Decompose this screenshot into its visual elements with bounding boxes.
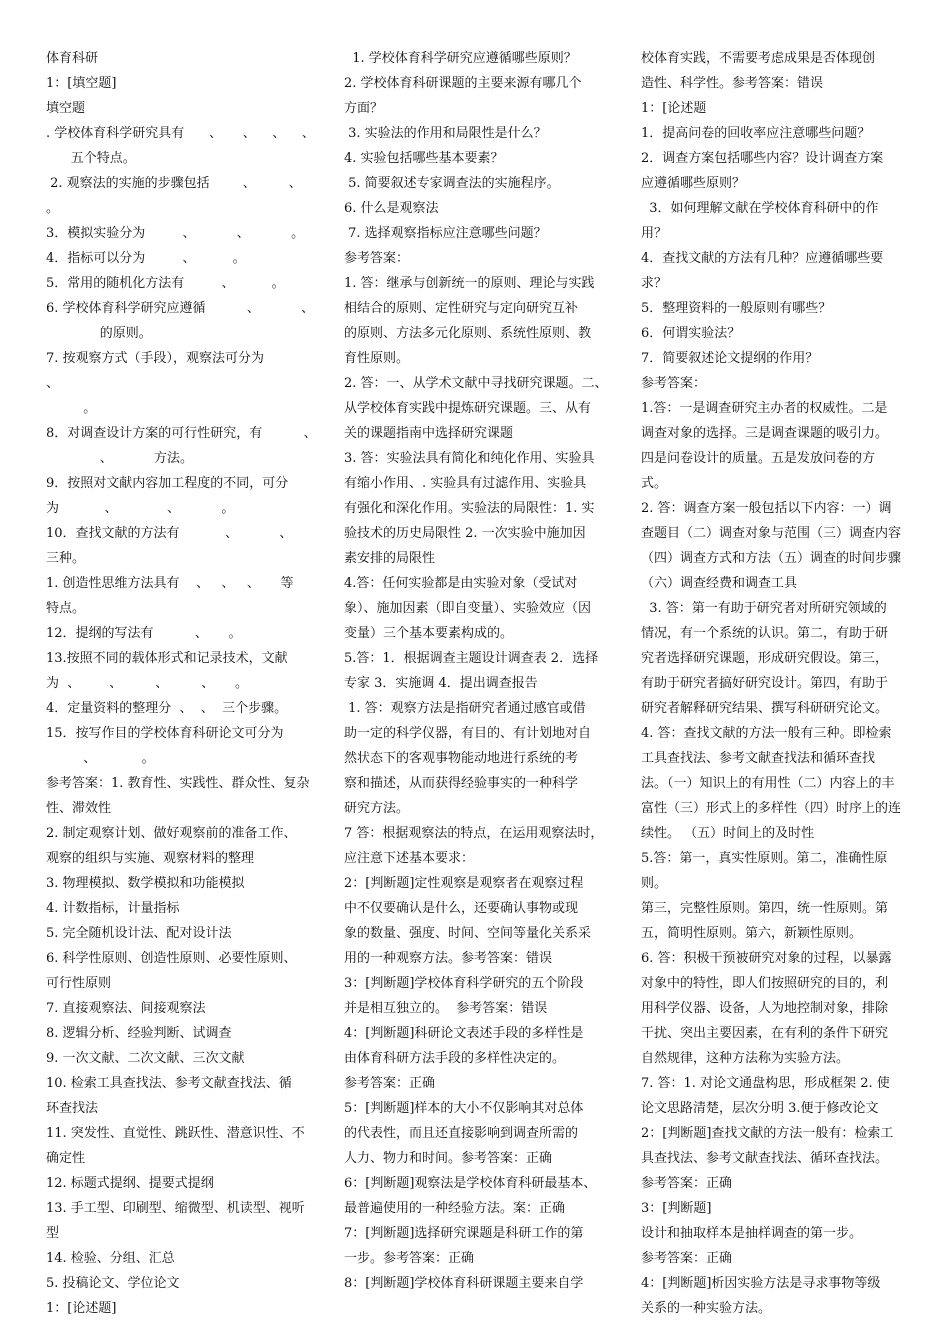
text-line: 5.答：1．根据调查主题设计调查表 2．选择 — [344, 651, 599, 666]
text-line: 1：[论述题] — [46, 1301, 117, 1316]
text-line: 1：[填空题] — [46, 76, 117, 91]
text-line: 参考答案：正确 — [344, 1076, 436, 1091]
text-line: 造性、科学性。参考答案：错误 — [641, 76, 824, 91]
text-line: 的原则、方法多元化原则、系统性原则、教 — [344, 326, 592, 341]
text-line: 干扰、突出主要因素，在有利的条件下研究 — [641, 1026, 889, 1041]
text-line: 专家 3．实施调 4．提出调查报告 — [344, 676, 538, 691]
text-line: 并是相互独立的。 参考答案：错误 — [344, 1001, 548, 1016]
text-line: 法。（一）知识上的有用性（二）内容上的丰 — [641, 776, 895, 791]
text-line: 究者选择研究课题，形成研究假设。第三， — [641, 651, 889, 666]
text-line: 论文思路清楚，层次分明 3.便于修改论文 — [641, 1101, 879, 1116]
text-line: 3．如何理解文献在学校体育科研中的作 — [641, 201, 879, 216]
text-line: 验技术的历史局限性 2. 一次实验中施加因 — [344, 526, 586, 541]
text-line: 有缩小作用、. 实验具有过滤作用、实验具 — [344, 476, 587, 491]
text-line: 3：[判断题]学校体育科学研究的五个阶段 — [344, 976, 584, 991]
text-line: 4：[判断题]科研论文表述手段的多样性是 — [344, 1026, 584, 1041]
text-line: 6．何谓实验法？ — [641, 326, 741, 341]
text-line: 7. 按观察方式（手段），观察法可分为 、 — [46, 351, 306, 391]
text-line: 一步。参考答案：正确 — [344, 1251, 475, 1266]
text-line: 象）、施加因素（即自变量）、实验效应（因 — [344, 601, 592, 616]
text-line: 象的数量、强度、时间、空间等量化关系采 — [344, 926, 592, 941]
text-line: 五，简明性原则。第六，新颖性原则。 — [641, 926, 863, 941]
text-line: 参考答案： — [344, 251, 410, 266]
text-line: 人力、物力和时间。参考答案：正确 — [344, 1151, 553, 1166]
text-line: 、 方法。 — [46, 451, 194, 466]
text-line: 相结合的原则、定性研究与定向研究互补 — [344, 301, 579, 316]
text-line: 由体育科研方法手段的多样性决定的。 — [344, 1051, 566, 1066]
text-line: 15．按写作目的学校体育科研论文可分为 — [46, 726, 284, 741]
text-line: 工具查找法、参考文献查找法和循环查找 — [641, 751, 876, 766]
text-line: 7：[判断题]选择研究课题是科研工作的第 — [344, 1226, 584, 1241]
text-line: 4．定量资料的整理分 、 、 三个步骤。 — [46, 701, 288, 716]
text-line: 性、滞效性 — [46, 801, 112, 816]
text-line: （四）调查方式和方法（五）调查的时间步骤 — [641, 551, 902, 566]
text-line: 自然规律，这种方法称为实验方法。 — [641, 1051, 850, 1066]
text-line: 8．对调查设计方案的可行性研究，有 、 — [46, 426, 317, 441]
text-line: 5：[判断题]样本的大小不仅影响其对总体 — [344, 1101, 584, 1116]
text-line: 5.答：第一，真实性原则。第二，准确性原则。 — [641, 851, 888, 891]
text-line: 参考答案： — [641, 376, 707, 391]
text-line: 查题目（二）调查对象与范围（三）调查内容 — [641, 526, 902, 541]
text-line: 。 — [46, 201, 60, 216]
text-line: 有助于研究者搞好研究设计。第四，有助于 — [641, 676, 889, 691]
text-line: 三种。 — [46, 551, 86, 566]
text-line: 变量）三个基本要素构成的。 — [344, 626, 514, 641]
text-line: 关系的一种实验方法。 — [641, 1301, 772, 1316]
text-line: 8：[判断题]学校体育科研课题主要来自学 — [344, 1276, 584, 1291]
text-line: 12. 标题式提纲、提要式提纲 — [46, 1176, 214, 1191]
text-line: 7 答：根据观察法的特点，在运用观察法时， — [344, 826, 604, 841]
text-line: 育性原则。 — [344, 351, 410, 366]
text-line: 2：[判断题]查找文献的方法一般有：检索工 — [641, 1126, 894, 1141]
text-line: 富性（三）形式上的多样性（四）时序上的连 — [641, 801, 902, 816]
text-column-right — [641, 46, 911, 1321]
text-line: 11. 突发性、直觉性、跳跃性、潜意识性、不 — [46, 1126, 305, 1141]
text-line: 6. 学校体育科学研究应遵循 、 、 — [46, 301, 315, 316]
text-line: 从学校体育实践中提炼研究课题。三、从有 — [344, 401, 592, 416]
text-line: 方面？ — [344, 101, 384, 116]
text-line: 为 、 、 。 — [46, 501, 235, 516]
text-line: 设计和抽取样本是抽样调查的第一步。 — [641, 1226, 863, 1241]
text-line: 研究方法。 — [344, 801, 410, 816]
text-line: 四是问卷设计的质量。五是发放问卷的方 — [641, 451, 876, 466]
text-line: 1. 答：继承与创新统一的原则、理论与实践 — [344, 276, 595, 291]
text-line: 然状态下的客观事物能动地进行系统的考 — [344, 751, 579, 766]
text-line: 7. 答：1. 对论文通盘构思，形成框架 2. 使 — [641, 1076, 890, 1091]
text-line: 中不仅要确认是什么，还要确认事物或现 — [344, 901, 579, 916]
text-line: 5. 投稿论文、学位论文 — [46, 1276, 180, 1291]
text-line: 续性。 （五）时间上的及时性 — [641, 826, 815, 841]
text-line: 用的一种观察方法。参考答案：错误 — [344, 951, 553, 966]
text-line: 3．模拟实验分为 、 、 。 — [46, 226, 305, 241]
text-line: 4. 计数指标，计量指标 — [46, 901, 180, 916]
text-line: 7. 选择观察指标应注意哪些问题？ — [344, 226, 547, 241]
text-line: 2. 观察法的实施的步骤包括 、 、 — [46, 176, 302, 191]
text-line: 6. 科学性原则、创造性原则、必要性原则、 — [46, 951, 297, 966]
text-line: 参考答案：正确 — [641, 1176, 733, 1191]
text-line: 5. 完全随机设计法、配对设计法 — [46, 926, 232, 941]
text-line: 对象中的特性，即人们按照研究的目的，利 — [641, 976, 889, 991]
text-line: 有强化和深化作用。实验法的局限性：1. 实 — [344, 501, 595, 516]
text-line: 填空题 — [46, 101, 86, 116]
text-line: 具查找法、参考文献查找法、循环查找法。 — [641, 1151, 889, 1166]
text-line: 最普遍使用的一种经验方法。案：正确 — [344, 1201, 566, 1216]
text-line: . 学校体育科学研究具有 、 、 、 、 — [46, 126, 315, 141]
text-line: 调查对象的选择。三是调查课题的吸引力。 — [641, 426, 889, 441]
text-line: 6. 答：积极干预被研究对象的过程，以暴露 — [641, 951, 892, 966]
text-line: 第三，完整性原则。第四，统一性原则。第 — [641, 901, 889, 916]
text-line: 9．按照对文献内容加工程度的不同，可分 — [46, 476, 289, 491]
text-line: 的代表性，而且还直接影响到调查所需的 — [344, 1126, 579, 1141]
text-line: 5．整理资料的一般原则有哪些？ — [641, 301, 832, 316]
text-line: 体育科研 — [46, 51, 99, 66]
text-line: 应注意下述基本要求： — [344, 851, 475, 866]
text-line: 情况，有一个系统的认识。第二，有助于研 — [641, 626, 889, 641]
text-line: 2：[判断题]定性观察是观察者在观察过程 — [344, 876, 584, 891]
text-line: 察和描述，从而获得经验事实的一种科学 — [344, 776, 579, 791]
text-line: 2. 制定观察计划、做好观察前的准备工作、 — [46, 826, 297, 841]
text-line: 确定性 — [46, 1151, 86, 1166]
text-line: 9. 一次文献、二次文献、三次文献 — [46, 1051, 245, 1066]
text-line: 助一定的科学仪器，有目的、有计划地对自 — [344, 726, 592, 741]
text-line: 10. 检索工具查找法、参考文献查找法、循 — [46, 1076, 292, 1091]
text-line: 14. 检验、分组、汇总 — [46, 1251, 175, 1266]
text-line: 4．指标可以分为 、 。 — [46, 251, 246, 266]
text-line: 环查找法 — [46, 1101, 99, 1116]
text-line: 2. 学校体育科研课题的主要来源有哪几个 — [344, 76, 582, 91]
text-line: 12．提纲的写法有 、 。 — [46, 626, 242, 641]
text-line: 2．调查方案包括哪些内容？设计调查方案 — [641, 151, 884, 166]
text-column-left — [46, 46, 318, 1321]
text-line: 参考答案：正确 — [641, 1251, 733, 1266]
text-line: 素安排的局限性 — [344, 551, 436, 566]
text-line: 型 — [46, 1226, 60, 1241]
text-line: 观察的组织与实施、观察材料的整理 — [46, 851, 255, 866]
text-line: 1. 学校体育科学研究应遵循哪些原则？ — [344, 51, 577, 66]
text-line: 2. 答：一、从学术文献中寻找研究课题。二、 — [344, 376, 608, 391]
text-line: 1．提高问卷的回收率应注意哪些问题？ — [641, 126, 871, 141]
text-line: 3：[判断题] — [641, 1201, 712, 1216]
text-line: 3. 答：实验法具有简化和纯化作用、实验具 — [344, 451, 595, 466]
text-line: 3. 物理模拟、数学模拟和功能模拟 — [46, 876, 245, 891]
text-line: 、 。 — [46, 751, 155, 766]
text-line: 13.按照不同的载体形式和记录技术，文献 — [46, 651, 288, 666]
text-line: 1. 创造性思维方法具有 、 、 、 等 — [46, 576, 294, 591]
text-line: 4. 答：查找文献的方法一般有三种。即检索 — [641, 726, 892, 741]
text-line: 13. 手工型、印刷型、缩微型、机读型、视听 — [46, 1201, 305, 1216]
text-line: 4．查找文献的方法有几种？应遵循哪些要 — [641, 251, 884, 266]
text-line: 校体育实践，不需要考虑成果是否体现创 — [641, 51, 876, 66]
text-line: 4：[判断题]析因实验方法是寻求事物等级 — [641, 1276, 881, 1291]
text-line: 3. 答：第一有助于研究者对所研究领域的 — [641, 601, 887, 616]
text-line: 5. 简要叙述专家调查法的实施程序。 — [344, 176, 560, 191]
text-line: 研究者解释研究结果、撰写科研研究论文。 — [641, 701, 889, 716]
text-line: 式。 — [641, 476, 668, 491]
text-line: 特点。 — [46, 601, 86, 616]
text-line: 4.答：任何实验都是由实验对象（受试对 — [344, 576, 578, 591]
text-line: 可行性原则 — [46, 976, 112, 991]
text-line: 4. 实验包括哪些基本要素？ — [344, 151, 504, 166]
text-line: 。 — [46, 401, 97, 416]
text-line: 6：[判断题]观察法是学校体育科研最基本、 — [344, 1176, 597, 1191]
text-line: 的原则。 — [46, 326, 152, 341]
text-line: 7. 直接观察法、间接观察法 — [46, 1001, 206, 1016]
text-line: 1：[论述题 — [641, 101, 707, 116]
text-line: 参考答案：1. 教育性、实践性、群众性、复杂 — [46, 776, 310, 791]
text-line: 6. 什么是观察法 — [344, 201, 439, 216]
text-line: 1. 答：观察方法是指研究者通过感官或借 — [344, 701, 586, 716]
text-column-middle — [344, 46, 612, 1296]
text-line: 5．常用的随机化方法有 、 。 — [46, 276, 285, 291]
text-line: （六）调查经费和调查工具 — [641, 576, 798, 591]
text-line: 8. 逻辑分析、经验判断、试调查 — [46, 1026, 232, 1041]
text-line: 用科学仪器、设备，人为地控制对象，排除 — [641, 1001, 889, 1016]
text-line: 2. 答：调查方案一般包括以下内容：一）调 — [641, 501, 892, 516]
text-line: 用？ — [641, 226, 668, 241]
text-line: 10．查找文献的方法有 、 、 — [46, 526, 293, 541]
text-line: 3. 实验法的作用和局限性是什么？ — [344, 126, 547, 141]
text-line: 关的课题指南中选择研究课题 — [344, 426, 514, 441]
text-line: 应遵循哪些原则？ — [641, 176, 746, 191]
text-line: 7．简要叙述论文提纲的作用？ — [641, 351, 819, 366]
text-line: 1.答：一是调查研究主办者的权威性。二是 — [641, 401, 888, 416]
text-line: 为 、 、 、 、 。 — [46, 676, 248, 691]
text-line: 五个特点。 — [46, 151, 136, 166]
text-line: 求？ — [641, 276, 668, 291]
